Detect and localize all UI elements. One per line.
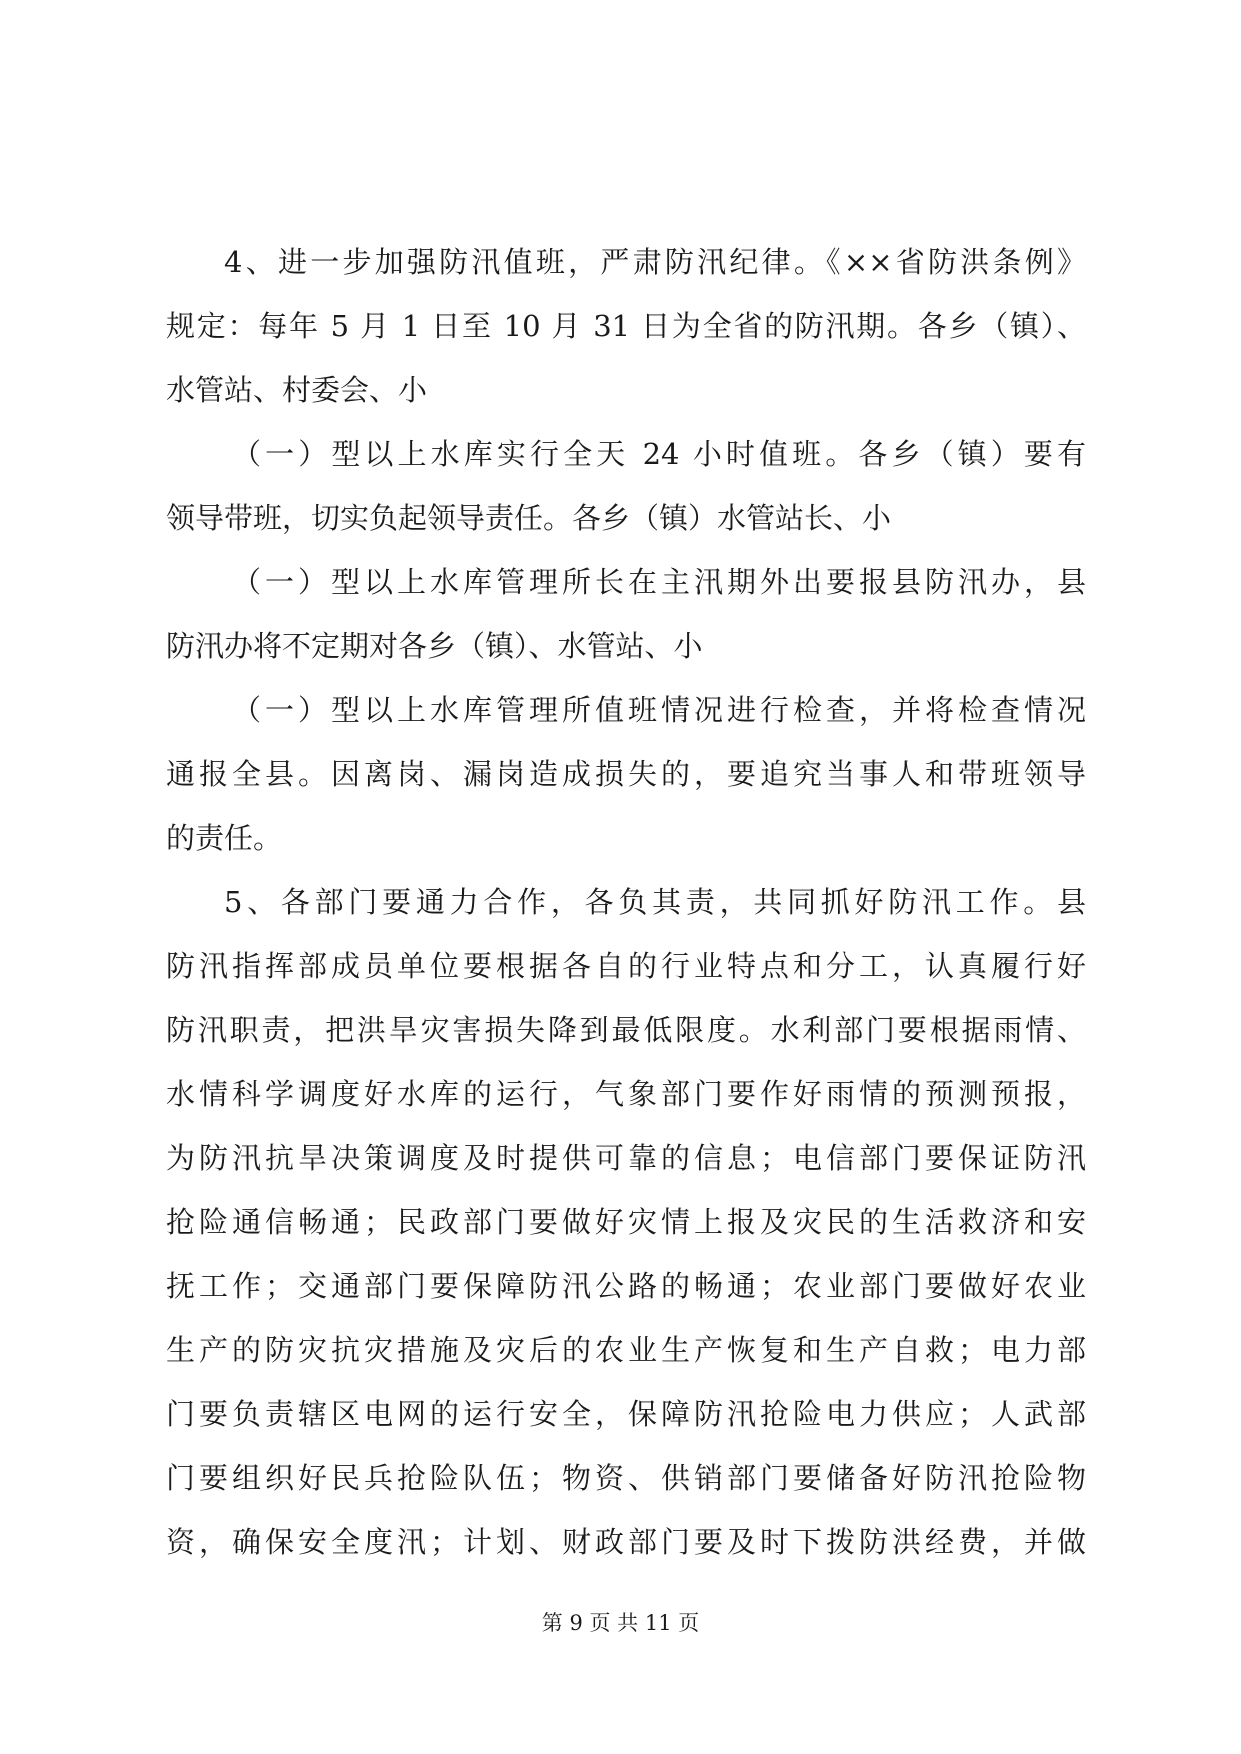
- paragraph-5-line-1: 5、各部门要通力合作，各负其责，共同抓好防汛工作。县: [224, 885, 1086, 919]
- paragraph-4-line-6: （一）型以上水库管理所长在主汛期外出要报县防汛办，县: [232, 565, 1086, 599]
- paragraph-5-line-7: 抚工作；交通部门要保障防汛公路的畅通；农业部门要做好农业: [166, 1269, 1086, 1303]
- paragraph-4-line-1: 4、进一步加强防汛值班，严肃防汛纪律。《××省防洪条例》: [224, 245, 1086, 279]
- paragraph-5-line-3: 防汛职责，把洪旱灾害损失降到最低限度。水利部门要根据雨情、: [166, 1013, 1086, 1047]
- paragraph-4-line-9: 通报全县。因离岗、漏岗造成损失的，要追究当事人和带班领导: [166, 757, 1086, 791]
- paragraph-5-line-8: 生产的防灾抗灾措施及灾后的农业生产恢复和生产自救；电力部: [166, 1333, 1086, 1367]
- paragraph-4-line-4: （一）型以上水库实行全天 24 小时值班。各乡（镇）要有: [232, 437, 1086, 471]
- body-text: [166, 230, 1086, 1574]
- paragraph-5-line-10: 门要组织好民兵抢险队伍；物资、供销部门要储备好防汛抢险物: [166, 1461, 1086, 1495]
- paragraph-4-line-10: 的责任。: [166, 821, 283, 855]
- paragraph-4-line-8: （一）型以上水库管理所值班情况进行检查，并将检查情况: [232, 693, 1086, 727]
- paragraph-4-line-5: 领导带班，切实负起领导责任。各乡（镇）水管站长、小: [166, 501, 892, 535]
- paragraph-5-line-2: 防汛指挥部成员单位要根据各自的行业特点和分工，认真履行好: [166, 949, 1086, 983]
- paragraph-5-line-9: 门要负责辖区电网的运行安全，保障防汛抢险电力供应；人武部: [166, 1397, 1086, 1431]
- paragraph-4-line-2: 规定：每年 5 月 1 日至 10 月 31 日为全省的防汛期。各乡（镇）、: [166, 309, 1086, 343]
- paragraph-5-line-6: 抢险通信畅通；民政部门要做好灾情上报及灾民的生活救济和安: [166, 1205, 1086, 1239]
- paragraph-5-line-4: 水情科学调度好水库的运行，气象部门要作好雨情的预测预报，: [166, 1077, 1086, 1111]
- paragraph-4-line-3: 水管站、村委会、小: [166, 373, 428, 407]
- paragraph-4-line-7: 防汛办将不定期对各乡（镇）、水管站、小: [166, 629, 703, 663]
- paragraph-5-line-5: 为防汛抗旱决策调度及时提供可靠的信息；电信部门要保证防汛: [166, 1141, 1086, 1175]
- paragraph-5-line-11: 资，确保安全度汛；计划、财政部门要及时下拨防洪经费，并做: [166, 1525, 1086, 1559]
- page-number-footer: 第 9 页 共 11 页: [541, 1611, 700, 1635]
